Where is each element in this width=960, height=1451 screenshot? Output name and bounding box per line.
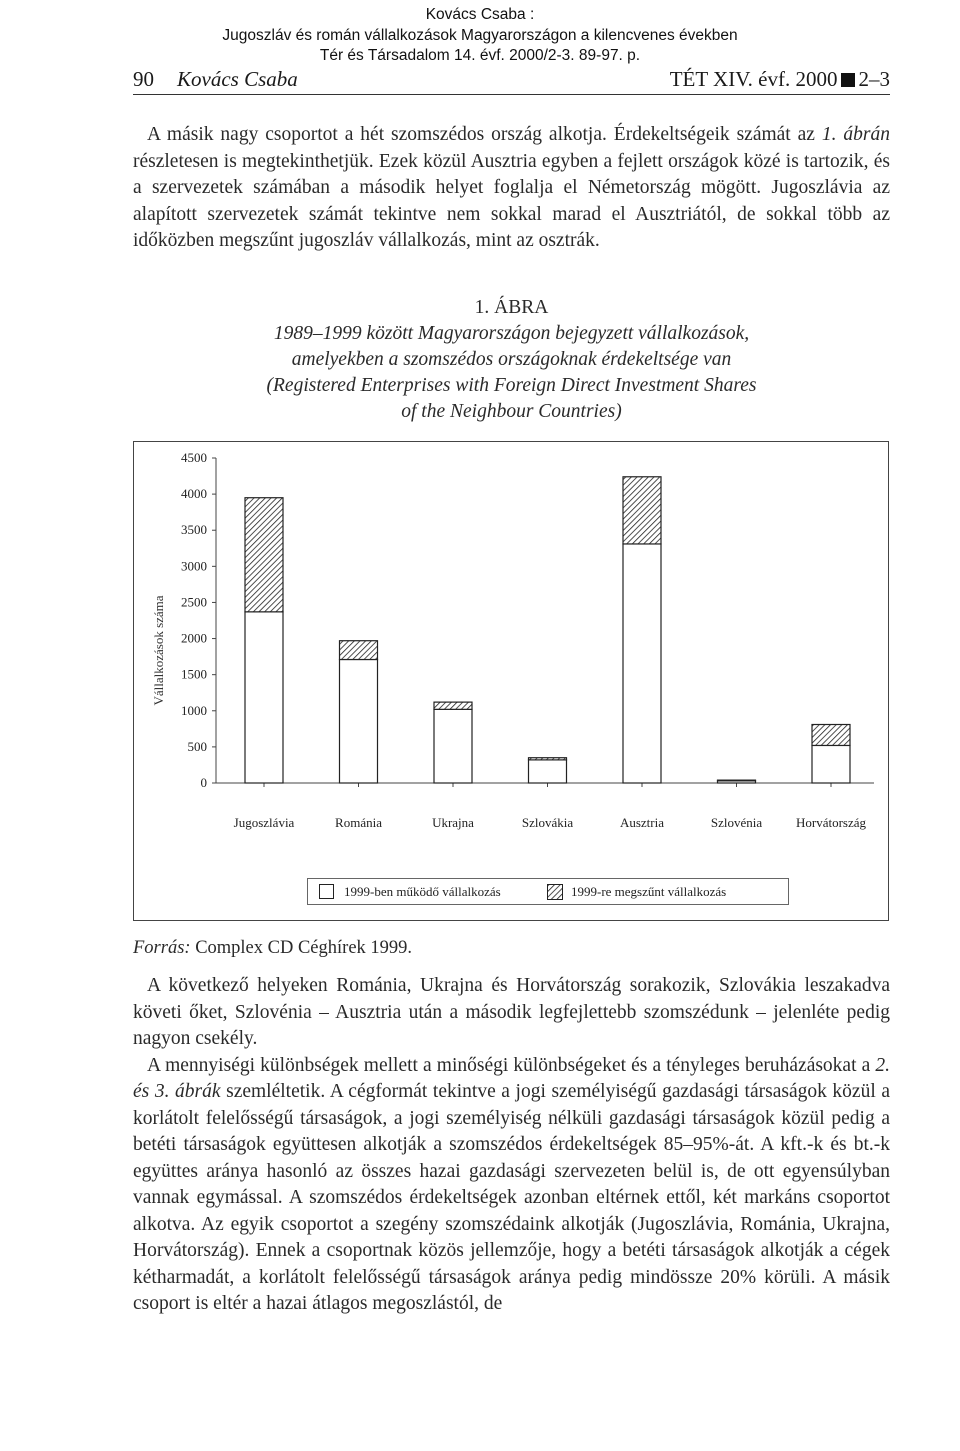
bar-closed <box>718 780 756 781</box>
chart-legend <box>307 878 789 905</box>
body-paragraphs <box>133 973 890 1318</box>
journal-issue: 2–3 <box>858 67 890 91</box>
citation-title: Jugoszláv és román vállalkozások Magyarországon a kilencvenes években <box>222 27 738 44</box>
caption-line-2: amelyekben a szomszédos országoknak érdekeltsége van <box>291 349 732 370</box>
y-tick-label: 1000 <box>181 702 207 718</box>
figures-reference: 2. és 3. ábrák <box>133 1054 890 1102</box>
figure-reference: 1. ábrán <box>821 124 890 145</box>
y-tick-label: 3000 <box>181 558 207 574</box>
header-author: Kovács Csaba <box>177 67 298 91</box>
header-journal <box>670 66 890 92</box>
para3-text-2: szemléltetik. A cégformát tekintve a jogi személyiségű gazdasági társaságok közül a korlátolt felelősségű társaságok, a jogi személyiség nélküli gazdasági társaságok közül pedig a betéti társaságok együttesen alkotják a szomszédos érdekeltségek 85–95%-át. A kft.-k és bt.-k együttes aránya hasonló az összes hazai gazdasági szervezeten belül is, de ott egyensúlyban vannak egymással. A szomszédos érdekeltségek azonban eltérnek ettől, két markáns csoportot alkotva. Az egyik csoportot a szegény szomszédaink alkotják (Jugoszlávia, Románia, Ukrajna, Horvátország). Ennek a csoportnak közös jellemzője, hogy a betéti társaságok alkotják a cégek kétharmadát, a korlátolt felelősségű társaságok aránya pedig mindössze 20% körüli. A másik csoport is eltér a hazai átlagos megoszlástól, de <box>133 1081 890 1314</box>
para3-text-1: A mennyiségi különbségek mellett a minőségi különbségeket és a tényleges beruházásokat a <box>147 1054 876 1076</box>
source-label: Forrás: <box>133 938 191 958</box>
category-label: Horvátország <box>795 815 867 830</box>
legend-label-closed: 1999-re megszűnt vállalkozás <box>571 884 727 899</box>
intro-text-2: részletesen is megtekinthetjük. Ezek közül Ausztria egyben a fejlett országok közé is tartozik, és a szervezetek számában a második helyet foglalja el Németország mögött. Jugoszlávia az alapított szervezetek számát tekintve nem sokkal marad el Ausztriától, de sokkal több az időközben megszűnt jugoszláv vállalkozás, mint az osztrák. <box>133 150 890 251</box>
category-label: Szlovákia <box>521 815 574 830</box>
source-text: Complex CD Céghírek 1999. <box>190 938 413 958</box>
intro-paragraph <box>133 122 890 255</box>
bar-closed <box>529 758 567 760</box>
category-label: Ausztria <box>619 815 665 830</box>
citation-author: Kovács Csaba : <box>425 6 535 23</box>
bar-closed <box>812 725 850 746</box>
bar-active <box>245 612 283 783</box>
category-label: Ukrajna <box>432 815 474 830</box>
figure-caption <box>133 321 890 425</box>
black-square-icon <box>841 73 855 87</box>
caption-line-4: of the Neighbour Countries) <box>401 401 622 422</box>
bar-closed <box>434 702 472 709</box>
category-label: Jugoszlávia <box>233 815 295 830</box>
y-tick-label: 1500 <box>181 666 207 682</box>
bar-closed <box>623 477 661 544</box>
chart-frame <box>133 441 889 921</box>
legend-label-active: 1999-ben működő vállalkozás <box>344 884 501 899</box>
journal-name: TÉT XIV. évf. 2000 <box>669 67 838 91</box>
bar-chart <box>134 442 888 920</box>
y-axis-title: Vállalkozások száma <box>151 595 166 706</box>
running-header <box>133 66 890 95</box>
y-tick-label: 0 <box>200 775 207 790</box>
bar-active <box>434 709 472 783</box>
bar-closed <box>340 641 378 660</box>
legend-swatch-closed <box>547 884 563 900</box>
caption-line-1: 1989–1999 között Magyarországon bejegyzett vállalkozások, <box>273 323 750 344</box>
category-label: Szlovénia <box>710 815 763 830</box>
y-tick-label: 4500 <box>181 450 207 465</box>
citation-journal: Tér és Társadalom 14. évf. 2000/2-3. 89-97. p. <box>319 47 641 64</box>
y-tick-label: 2500 <box>181 594 207 610</box>
y-tick-label: 2000 <box>181 630 207 646</box>
legend-swatch-active <box>319 884 334 899</box>
figure-label: 1. ÁBRA <box>474 297 549 318</box>
page-number: 90 <box>133 67 154 91</box>
paragraph-2: A következő helyeken Románia, Ukrajna és Horvátország sorakozik, Szlovákia leszakadva követi őket, Szlovénia – Ausztria után a második legfejlettebb szomszédunk – jelenléte pedig nagyon csekély. <box>133 975 890 1049</box>
bar-active <box>623 544 661 783</box>
paragraph-3 <box>133 1053 890 1318</box>
y-tick-label: 4000 <box>181 486 207 502</box>
intro-text-1: A másik nagy csoportot a hét szomszédos ország alkotja. Érdekeltségeik számát az <box>147 124 822 145</box>
bar-active <box>812 745 850 783</box>
category-label: Románia <box>335 815 382 830</box>
figure-source <box>133 936 412 960</box>
y-tick-label: 3500 <box>181 522 207 538</box>
y-tick-label: 500 <box>187 738 207 754</box>
bar-closed <box>245 498 283 612</box>
bar-active <box>340 660 378 784</box>
caption-line-3: (Registered Enterprises with Foreign Direct Investment Shares <box>266 375 757 396</box>
bar-active <box>529 760 567 783</box>
